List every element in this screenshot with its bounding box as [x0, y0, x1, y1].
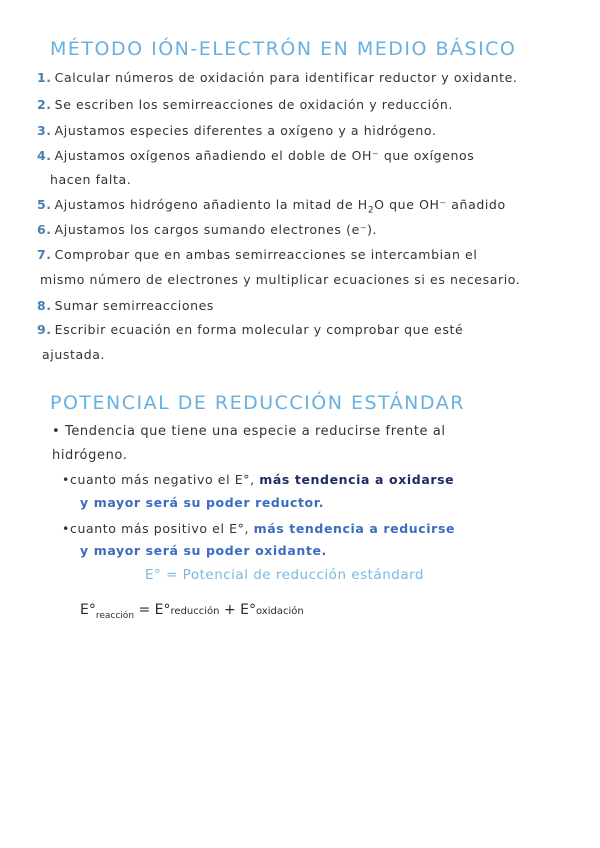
step-9-cont: ajustada.: [42, 347, 106, 362]
title-metodo: MÉTODO IÓN-ELECTRÓN EN MEDIO BÁSICO: [50, 38, 517, 60]
eq-e-ox: E°: [240, 602, 256, 618]
step-number: 1.: [37, 70, 52, 85]
sub-bullet-negativo-cont: y mayor será su poder reductor.: [80, 495, 325, 510]
step-number: 6.: [37, 222, 52, 237]
step-3: [37, 123, 437, 138]
sub-bullet-positivo: [62, 521, 455, 536]
step-1: [37, 70, 518, 85]
step-5: [37, 197, 506, 216]
step-6: [37, 222, 377, 237]
sub-bullet-positivo-b: más tendencia a reducirse: [253, 521, 456, 536]
step-number: 2.: [37, 97, 52, 112]
step-text: Se escriben los semirreacciones de oxidación y reducción.: [54, 97, 453, 112]
eq-lhs-sub: reacción: [95, 610, 135, 621]
step-7: [37, 247, 477, 262]
formula-definition: E° = Potencial de reducción estándard: [145, 567, 424, 583]
step-number: 7.: [37, 247, 52, 262]
eq-e-red: E°: [154, 602, 171, 618]
step-number: 8.: [37, 298, 52, 313]
bullet-tendencia: • Tendencia que tiene una especie a reducirse frente al: [52, 424, 446, 439]
step-text: Calcular números de oxidación para identificar reductor y oxidante.: [54, 70, 518, 85]
step-text: Ajustamos los cargos sumando electrones (e⁻).: [54, 222, 378, 237]
step-7-cont: mismo número de electrones y multiplicar ecuaciones si es necesario.: [40, 272, 521, 287]
sub-bullet-negativo-a: •cuanto más negativo el E°,: [62, 472, 260, 487]
equation: [80, 602, 304, 621]
subscript-2: 2: [367, 205, 375, 216]
step-4-cont: hacen falta.: [50, 172, 132, 187]
step-text-a: Ajustamos hidrógeno añadiento la mitad de H: [54, 197, 368, 212]
step-number: 9.: [37, 322, 52, 337]
step-text: Comprobar que en ambas semirreacciones se intercambian el: [54, 247, 478, 262]
eq-plus: +: [219, 602, 241, 618]
title-potencial: POTENCIAL DE REDUCCIÓN ESTÁNDAR: [50, 392, 465, 414]
step-8: [37, 298, 214, 313]
step-number: 3.: [37, 123, 52, 138]
eq-red-sub: reducción: [170, 606, 220, 617]
eq-e-lhs: E°: [80, 602, 96, 618]
sub-bullet-negativo: [62, 472, 454, 487]
step-9: [37, 322, 463, 337]
step-text: Ajustamos especies diferentes a oxígeno y a hidrógeno.: [54, 123, 437, 138]
step-4: [37, 148, 474, 163]
sub-bullet-positivo-a: •cuanto más positivo el E°,: [62, 521, 254, 536]
step-number: 4.: [37, 148, 52, 163]
step-2: [37, 97, 453, 112]
step-text: Ajustamos oxígenos añadiendo el doble de OH⁻ que oxígenos: [54, 148, 475, 163]
step-text-b: O que OH⁻ añadido: [374, 197, 506, 212]
eq-ox-sub: oxidación: [256, 606, 304, 617]
eq-sign: =: [134, 602, 155, 618]
step-text: Sumar semirreacciones: [54, 298, 215, 313]
sub-bullet-negativo-b: más tendencia a oxidarse: [259, 472, 455, 487]
sub-bullet-positivo-cont: y mayor será su poder oxidante.: [80, 543, 327, 558]
step-number: 5.: [37, 197, 52, 212]
step-text: Escribir ecuación en forma molecular y comprobar que esté: [54, 322, 464, 337]
bullet-tendencia-cont: hidrógeno.: [52, 448, 128, 463]
